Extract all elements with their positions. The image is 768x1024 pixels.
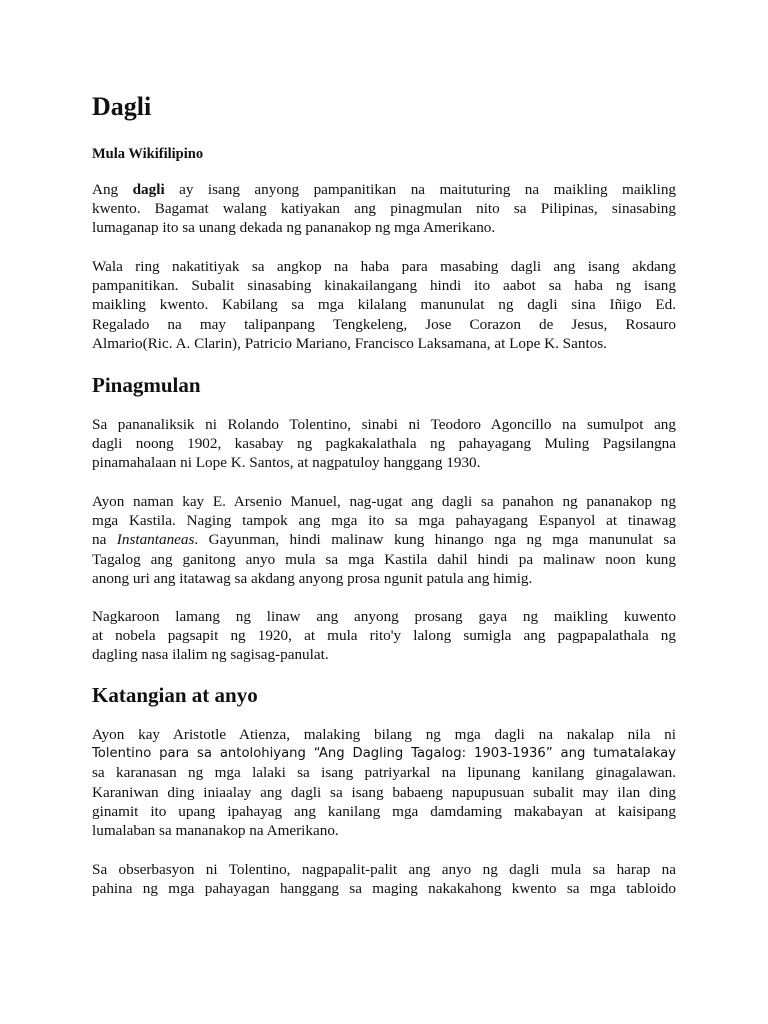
intro-paragraph-2: [92, 257, 676, 353]
paragraph-line: lumaganap ito sa unang dekada ng pananakop ng mga Amerikano.: [92, 219, 496, 237]
text-run: ay isang anyong pampanitikan na maituturing na maikling maikling: [179, 181, 677, 198]
italic-term: Instantaneas: [116, 531, 195, 549]
text-run: Ang: [92, 181, 119, 198]
paragraph-line: maikling kwento. Kabilang sa mga kilalang manunulat ng dagli sina Iñigo Ed.: [92, 296, 676, 314]
paragraph-line: Almario(Ric. A. Clarin), Patricio Mariano, Francisco Laksamana, at Lope K. Santos.: [92, 334, 607, 352]
section-heading-pinagmulan: Pinagmulan: [92, 373, 201, 397]
bold-term: dagli: [132, 181, 165, 198]
katangian-paragraph-2: [92, 860, 676, 898]
paragraph-line: Ayon kay Aristotle Atienza, malaking bilang ng mga dagli na nakalap nila ni: [92, 726, 676, 743]
paragraph-line: [92, 180, 676, 199]
paragraph-line: Nagkaroon lamang ng linaw ang anyong prosang gaya ng maikling kuwento: [92, 608, 676, 625]
paragraph-line: pampanitikan. Subalit sinasabing kinakailangang hindi ito aabot sa haba ng isang: [92, 277, 676, 295]
paragraph-line: kwento. Bagamat walang katiyakan ang pinagmulan nito sa Pilipinas, sinasabing: [92, 200, 676, 218]
paragraph-line: dagling nasa ilalim ng sagisag-panulat.: [92, 646, 329, 664]
paragraph-line: Regalado na may talipanpang Tengkeleng, Jose Corazon de Jesus, Rosauro: [92, 315, 676, 333]
paragraph-line: mga Kastila. Naging tampok ang mga ito sa mga pahayagang Espanyol at tinawag: [92, 512, 676, 530]
paragraph-line: Wala ring nakatitiyak sa angkop na haba para masabing dagli ang isang akdang: [92, 258, 676, 275]
paragraph-line: pinamahalaan ni Lope K. Santos, at nagpatuloy hanggang 1930.: [92, 454, 481, 472]
paragraph-line: Ayon naman kay E. Arsenio Manuel, nag-ugat ang dagli sa panahon ng pananakop ng: [92, 493, 676, 510]
paragraph-line: Sa pananaliksik ni Rolando Tolentino, sinabi ni Teodoro Agoncillo na sumulpot ang: [92, 416, 676, 433]
section-heading-katangian: Katangian at anyo: [92, 683, 258, 707]
paragraph-line: Karaniwan ding iniaalay ang dagli sa isang babaeng napupusuan subalit may ilan ding: [92, 783, 676, 801]
paragraph-line: at nobela pagsapit ng 1920, at mula rito'y lalong sumigla ang pagpapalathala ng: [92, 627, 676, 645]
paragraph-line: Tolentino para sa antolohiyang “Ang Dagling Tagalog: 1903-1936” ang tumatalakay: [92, 746, 676, 762]
pinagmulan-paragraph-3: [92, 607, 676, 665]
paragraph-line: lumalaban sa mananakop na Amerikano.: [92, 821, 339, 839]
paragraph-line: pahina ng mga pahayagan hanggang sa maging nakakahong kwento sa mga tabloido: [92, 880, 676, 898]
paragraph-line: Sa obserbasyon ni Tolentino, nagpapalit-palit ang anyo ng dagli mula sa harap na: [92, 861, 676, 878]
pinagmulan-paragraph-2: [92, 492, 676, 588]
pinagmulan-paragraph-1: [92, 415, 676, 473]
page-subtitle: Mula Wikifilipino: [92, 146, 204, 162]
paragraph-line: dagli noong 1902, kasabay ng pagkakalathala ng pahayagang Muling Pagsilangna: [92, 435, 676, 453]
intro-paragraph-1: [92, 180, 676, 238]
katangian-paragraph-1: [92, 725, 676, 840]
text-run: na: [92, 531, 107, 549]
text-run: . Gayunman, hindi malinaw kung hinango nga ng mga manunulat sa: [194, 531, 677, 549]
paragraph-line: anong uri ang itatawag sa akdang anyong prosa ngunit patula ang himig.: [92, 569, 533, 587]
paragraph-line: sa karanasan ng mga lalaki sa isang patriyarkal na lipunang kanilang ginagalawan.: [92, 764, 676, 782]
paragraph-line: ginamit ito upang ipahayag ang kanilang mga damdaming makabayan at kaisipang: [92, 802, 676, 820]
paragraph-line: Tagalog ang ganitong anyo mula sa mga Kastila dahil hindi pa malinaw noon kung: [92, 550, 676, 568]
page-title: Dagli: [92, 92, 152, 121]
paragraph-line: [92, 530, 676, 549]
